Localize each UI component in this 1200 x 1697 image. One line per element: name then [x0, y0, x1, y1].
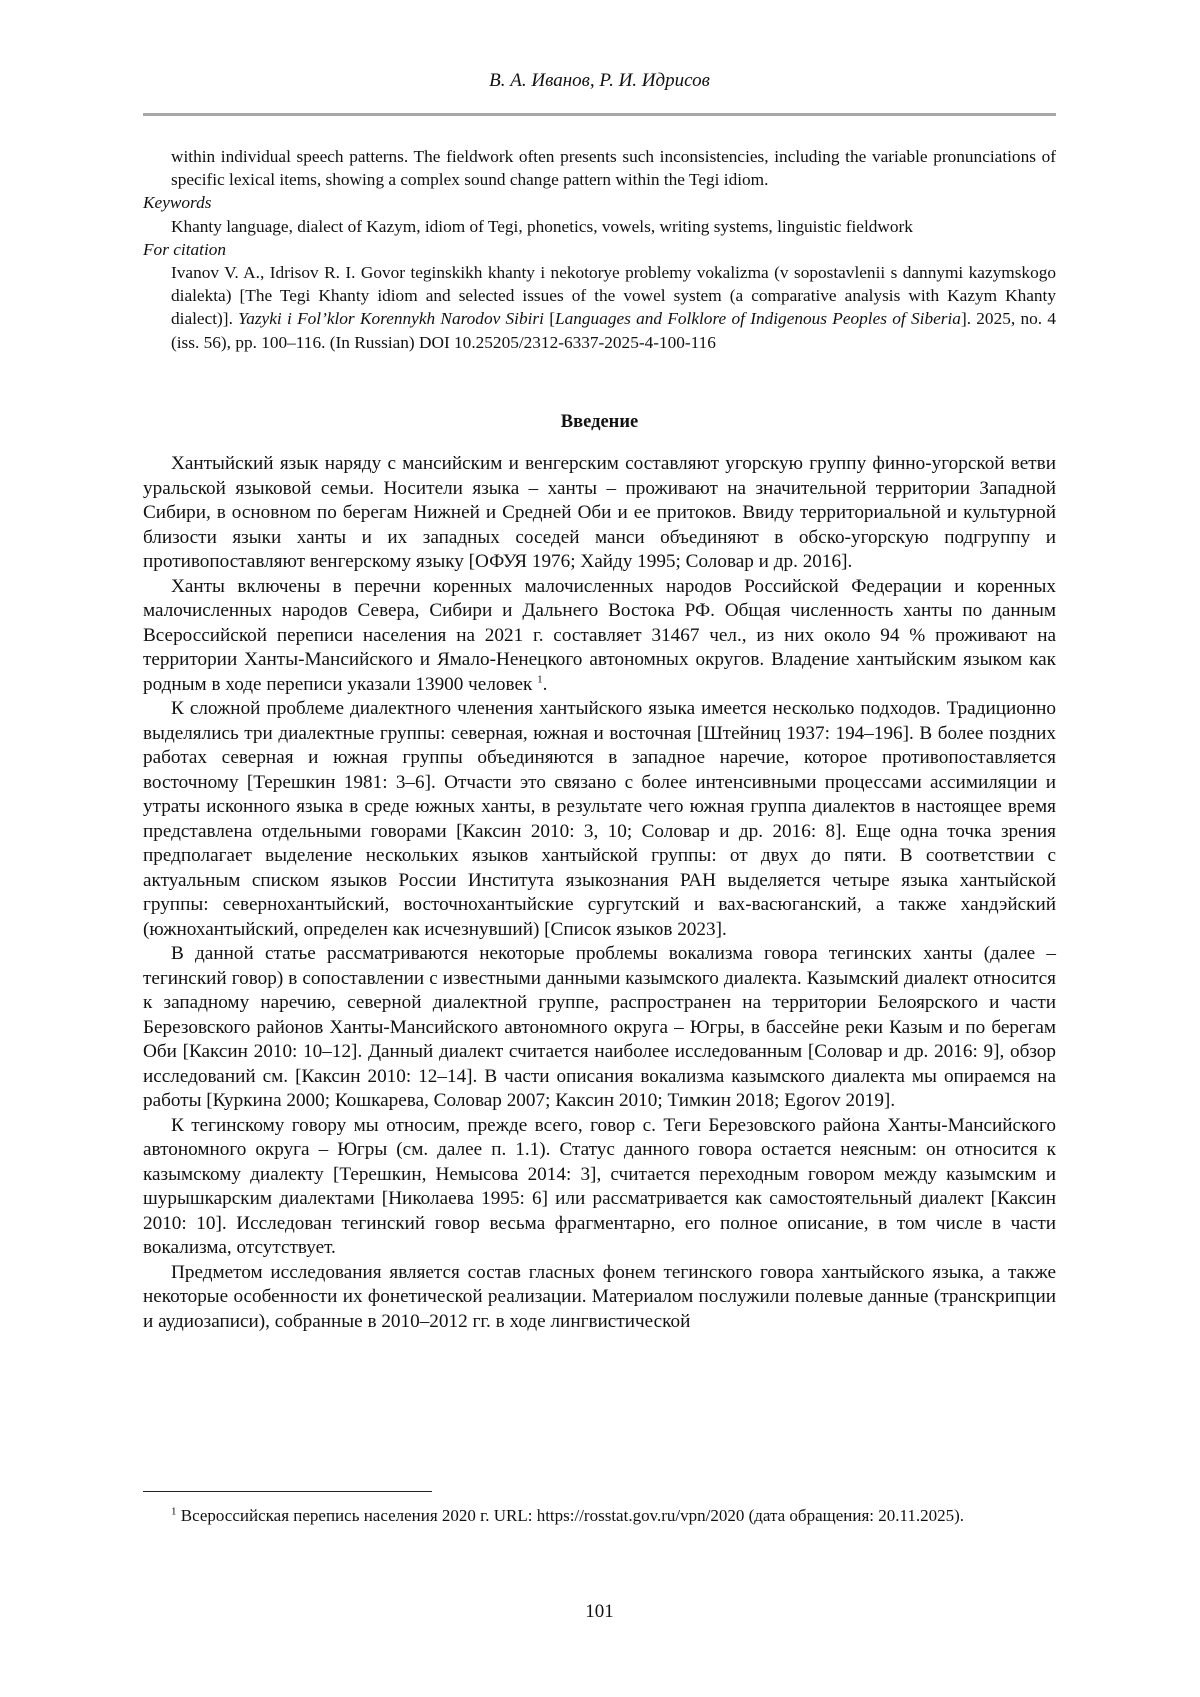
section-title: Введение — [560, 412, 639, 432]
citation-part3: ]. 2025, no. 4 (iss. 56), pp. 100–116. (In Russian) DOI 10.25205/2312-6337-2025-4-100-116 — [171, 309, 1056, 352]
footnote-ref: 1 — [537, 673, 543, 686]
paragraph: К тегинскому говору мы относим, прежде всего, говор с. Теги Березовского района Ханты-Мансийского автономного округа – Югры (см. далее п. 1.1). Статус данного говора остается неясным: он относится к казымскому диалекту [Терешкин, Немысова 2014: 3], считается переходным говором между казымским и шурышкарским диалектами [Николаева 1995: 6] или рассматривается как самостоятельный диалект [Каксин 2010: 10]. Исследован тегинский говор весьма фрагментарно, его полное описание, в том числе в части вокализма, отсутствует. — [143, 1114, 1056, 1258]
citation-label: For citation — [143, 239, 227, 259]
header-divider — [143, 113, 1056, 116]
footnote-text: Всероссийская перепись населения 2020 г. URL: https://rosstat.gov.ru/vpn/2020 (дата обращения: 20.11.2025). — [180, 1506, 965, 1525]
citation-journal-en: Languages and Folklore of Indigenous Peoples of Siberia — [555, 309, 961, 329]
footnote-divider — [143, 1491, 432, 1492]
running-header: В. А. Иванов, Р. И. Идрисов — [489, 70, 710, 91]
abstract-block — [143, 145, 1056, 354]
paragraph: Предметом исследования является состав гласных фонем тегинского говора хантыйского языка, а также некоторые особенности их фонетической реализации. Материалом послужили полевые данные (транскрипции и аудиозаписи), собранные в 2010–2012 гг. в ходе лингвистической — [143, 1261, 1056, 1332]
footnote-mark: 1 — [171, 1505, 177, 1518]
body-text — [143, 452, 1056, 1334]
paragraph — [143, 575, 1056, 698]
paragraph: Хантыйский язык наряду с мансийским и венгерским составляют угорскую группу финно-угорской ветви уральской языковой семьи. Носители языка – ханты – проживают на значительной территории Западной Сибири, в основном по берегам Нижней и Средней Оби и ее притоков. Ввиду территориальной и культурной близости языки ханты и их западных соседей манси объединяют в обско-угорскую подгруппу и противопоставляют венгерскому языку [ОФУЯ 1976; Хайду 1995; Соловар и др. 2016]. — [143, 453, 1056, 572]
paragraph: В данной статье рассматриваются некоторые проблемы вокализма говора тегинских ханты (далее – тегинский говор) в сопоставлении с известными данными казымского диалекта. Казымский диалект относится к западному наречию, северной диалектной группе, распространен на территории Белоярского и части Березовского районов Ханты-Мансийского автономного округа – Югры, в бассейне реки Казым и по берегам Оби [Каксин 2010: 10–12]. Данный диалект считается наиболее исследованным [Соловар и др. 2016: 9], обзор исследований см. [Каксин 2010: 12–14]. В части описания вокализма казымского диалекта мы опираемся на работы [Куркина 2000; Кошкарева, Соловар 2007; Каксин 2010; Тимкин 2018; Egorov 2019]. — [143, 943, 1056, 1111]
paragraph-end: . — [542, 673, 548, 695]
footnote — [143, 1504, 1056, 1527]
page-number: 101 — [585, 1601, 614, 1622]
paragraph-text: Ханты включены в перечни коренных малочисленных народов Российской Федерации и коренных малочисленных народов Севера, Сибири и Дальнего Востока РФ. Общая численность ханты по данным Всероссийской переписи населения на 2021 г. составляет 31467 чел., из них около 94 % проживают на территории Ханты-Мансийского и Ямало-Ненецкого автономных округов. Владение хантыйским языком как родным в ходе переписи указали 13900 человек — [143, 575, 1056, 695]
citation-journal: Yazyki i Fol’klor Korennykh Narodov Sibiri — [238, 309, 544, 329]
keywords-text: Khanty language, dialect of Kazym, idiom of Tegi, phonetics, vowels, writing systems, linguistic fieldwork — [171, 216, 913, 236]
abstract-continuation: within individual speech patterns. The fieldwork often presents such inconsistencies, including the variable pronunciations of specific lexical items, showing a complex sound change pattern within the Tegi idiom. — [171, 147, 1056, 190]
keywords-label: Keywords — [143, 193, 212, 213]
paragraph: К сложной проблеме диалектного членения хантыйского языка имеется несколько подходов. Традиционно выделялись три диалектные группы: северная, южная и восточная [Штейниц 1937: 194–196]. В более поздних работах северная и южная группы объединяются в западное наречие, которое противопоставляется восточному [Терешкин 1981: 3–6]. Отчасти это связано с более интенсивными процессами ассимиляции и утраты исконного языка в среде южных ханты, в результате чего южная группа диалектов в настоящее время представлена отдельными говорами [Каксин 2010: 3, 10; Соловар и др. 2016: 8]. Еще одна точка зрения предполагает выделение нескольких языков хантыйской группы: от двух до пяти. В соответствии с актуальным списком языков России Института языкознания РАН выделяется четыре языка хантыйской группы: севернохантыйский, восточнохантыйские сургутский и вах-васюганский, а также хандэйский (южнохантыйский, определен как исчезнувший) [Список языков 2023]. — [143, 698, 1056, 940]
citation-part2: [ — [543, 309, 555, 329]
citation-text — [143, 261, 1056, 354]
citation-part1: Ivanov V. A., Idrisov R. I. Govor teginskikh khanty i nekotorye problemy vokalizma (v sopostavlenii s dannymi kazymskogo dialekta) [The Tegi Khanty idiom and selected issues of the vowel system (a comparative analysis with Kazym Khanty dialect)]. — [171, 263, 1056, 329]
